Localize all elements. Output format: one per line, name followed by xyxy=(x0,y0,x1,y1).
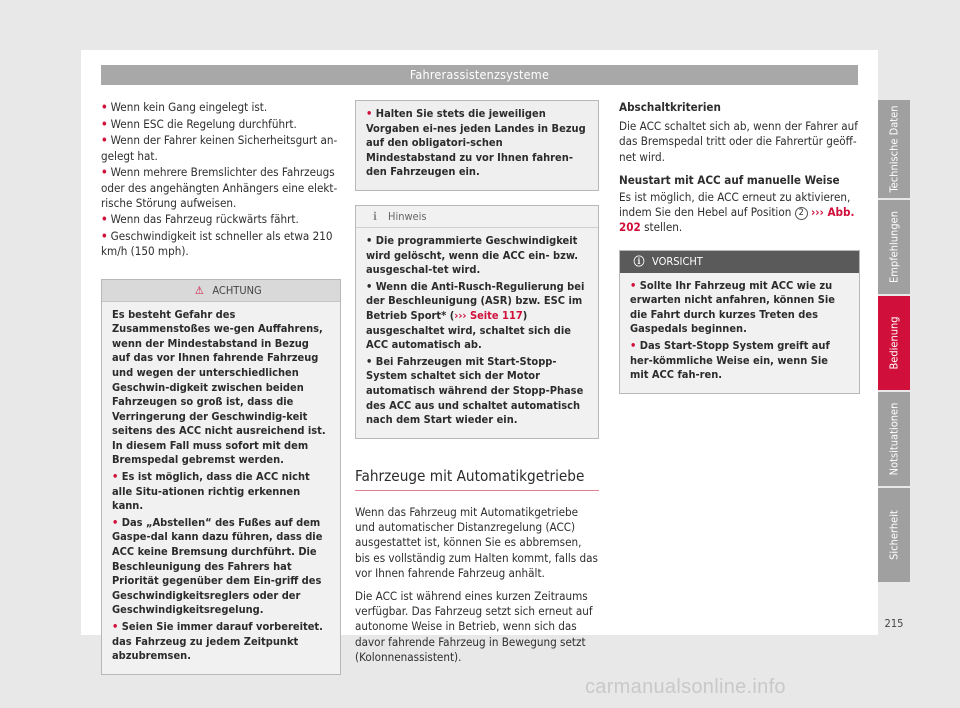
figure-link[interactable]: ››› Abb. 202 xyxy=(619,205,855,235)
section-title: Fahrzeuge mit Automatikgetriebe xyxy=(355,469,599,491)
paragraph: Wenn das Fahrzeug mit Automatikgetriebe und automatischer Distanzregelung (ACC) ausgestattet ist, können Sie es abbremsen, bis es vollständig zum Halten kommt, falls das vor Ihnen fahrende Fahrzeug anhält. xyxy=(355,504,598,580)
column-3 xyxy=(619,100,860,394)
list-item: • Wenn ESC die Regelung durchführt. xyxy=(101,116,297,131)
column-1 xyxy=(101,100,341,675)
subheading: Neustart mit ACC auf manuelle Weise xyxy=(619,172,840,187)
warning-triangle-icon: ⚠ xyxy=(194,283,204,297)
caution-box xyxy=(619,250,860,394)
tab-notsituationen[interactable]: Notsituationen xyxy=(878,392,910,486)
paragraph: Die ACC schaltet sich ab, wenn der Fahrer auf das Bremspedal tritt oder die Fahrertür geöff-net wird. xyxy=(619,119,858,164)
page-number: 215 xyxy=(884,617,904,630)
tab-bedienung[interactable]: Bedienung xyxy=(878,296,910,390)
list-item: • Wenn der Fahrer keinen Sicherheitsgurt an-gelegt hat. xyxy=(101,133,338,163)
page-link[interactable]: ››› Seite 117 xyxy=(454,308,523,322)
caution-icon: ⓘ xyxy=(633,254,645,268)
tab-sicherheit[interactable]: Sicherheit xyxy=(878,488,910,582)
warning-box-continued xyxy=(355,100,599,191)
caution-header: ⓘ VORSICHT xyxy=(620,251,859,273)
hint-box xyxy=(355,205,599,439)
caution-body: • Sollte Ihr Fahrzeug mit ACC wie zu erwarten nicht anfahren, können Sie die Fahrt durch kurzes Treten des Gaspedals beginnen. • Das Start-Stopp System greift auf her-kömmliche Weise ein, wenn Sie mit ACC fah-ren. xyxy=(630,278,835,382)
warning-body: Es besteht Gefahr des Zusammenstoßes we-gen Auffahrens, wenn der Mindestabstand in Bezug auf das vor Ihnen fahrende Fahrzeug und wegen der unterschiedlichen Geschwin-digkeit zwischen beiden Fahrzeugen so groß ist, dass die Verringerung der Geschwindig-keit seitens des ACC nicht ausreichend ist. In diesem Fall muss sofort mit dem Bremspedal gebremst werden. • Es ist möglich, dass die ACC nicht alle Situ-ationen richtig erkennen kann. • Das „Abstellen“ des Fußes auf dem Gaspe-dal kann dazu führen, dass die ACC keine Bremsung durchführt. Die Beschleunigung des Fahrers hat Priorität gegenüber dem Ein-griff des Geschwindigkeitsreglers oder der Geschwindigkeitsregelung. • Seien Sie immer darauf vorbereitet. das Fahrzeug zu jedem Zeitpunkt abzubremsen. xyxy=(112,307,326,663)
column-2 xyxy=(355,100,599,665)
tab-technische-daten[interactable]: Technische Daten xyxy=(878,100,910,198)
warning-box xyxy=(101,279,341,675)
tab-empfehlungen[interactable]: Empfehlungen xyxy=(878,200,910,294)
section-header xyxy=(355,466,599,491)
paragraph: Die ACC ist während eines kurzen Zeitraums verfügbar. Das Fahrzeug setzt sich erneut auf autonome Weise in Betrieb, wenn sich das davor fahrende Fahrzeug in Bewegung setzt (Kolonnenassistent). xyxy=(355,588,593,664)
list-item: • Wenn kein Gang eingelegt ist. xyxy=(101,100,268,114)
paragraph: Es ist möglich, die ACC erneut zu aktivieren, indem Sie den Hebel auf Position 2 ››› Abb. 202 stellen. xyxy=(619,190,855,235)
page-header-title: Fahrerassistenzsysteme xyxy=(101,65,858,85)
hint-body: • Die programmierte Geschwindigkeit wird gelöscht, wenn die ACC ein- bzw. ausgeschal-tet wird. • Wenn die Anti-Rusch-Regulierung bei der Beschleunigung (ASR) bzw. ESC im Betrieb Sport* (››› Seite 117) ausgeschaltet wird, schaltet sich die ACC automatisch ab. • Bei Fahrzeugen mit Start-Stopp-System schaltet sich der Motor automatisch während der Stopp-Phase des ACC aus und schaltet automatisch nach dem Start wieder ein. xyxy=(366,233,585,427)
warning-continued-body: • Halten Sie stets die jeweiligen Vorgaben ei-nes jeden Landes in Bezug auf den obligatori-schen Mindestabstand zu vor Ihnen fahren-den Fahrzeugen ein. xyxy=(366,107,586,179)
hint-header: ℹ Hinweis xyxy=(356,206,598,228)
list-item: • Wenn das Fahrzeug rückwärts fährt. xyxy=(101,212,299,227)
subheading: Abschaltkriterien xyxy=(619,100,721,114)
watermark-text: carmanualsonline.info xyxy=(585,676,786,698)
info-icon: ℹ xyxy=(373,209,377,223)
warning-header: ⚠ ACHTUNG xyxy=(102,280,340,302)
list-item: • Wenn mehrere Bremslichter des Fahrzeugs oder des angehängten Anhängers eine elekt-rische Störung aufweisen. xyxy=(101,165,338,210)
list-item: • Geschwindigkeit ist schneller als etwa 210 km/h (150 mph). xyxy=(101,229,333,259)
position-number-badge: 2 xyxy=(795,207,808,220)
